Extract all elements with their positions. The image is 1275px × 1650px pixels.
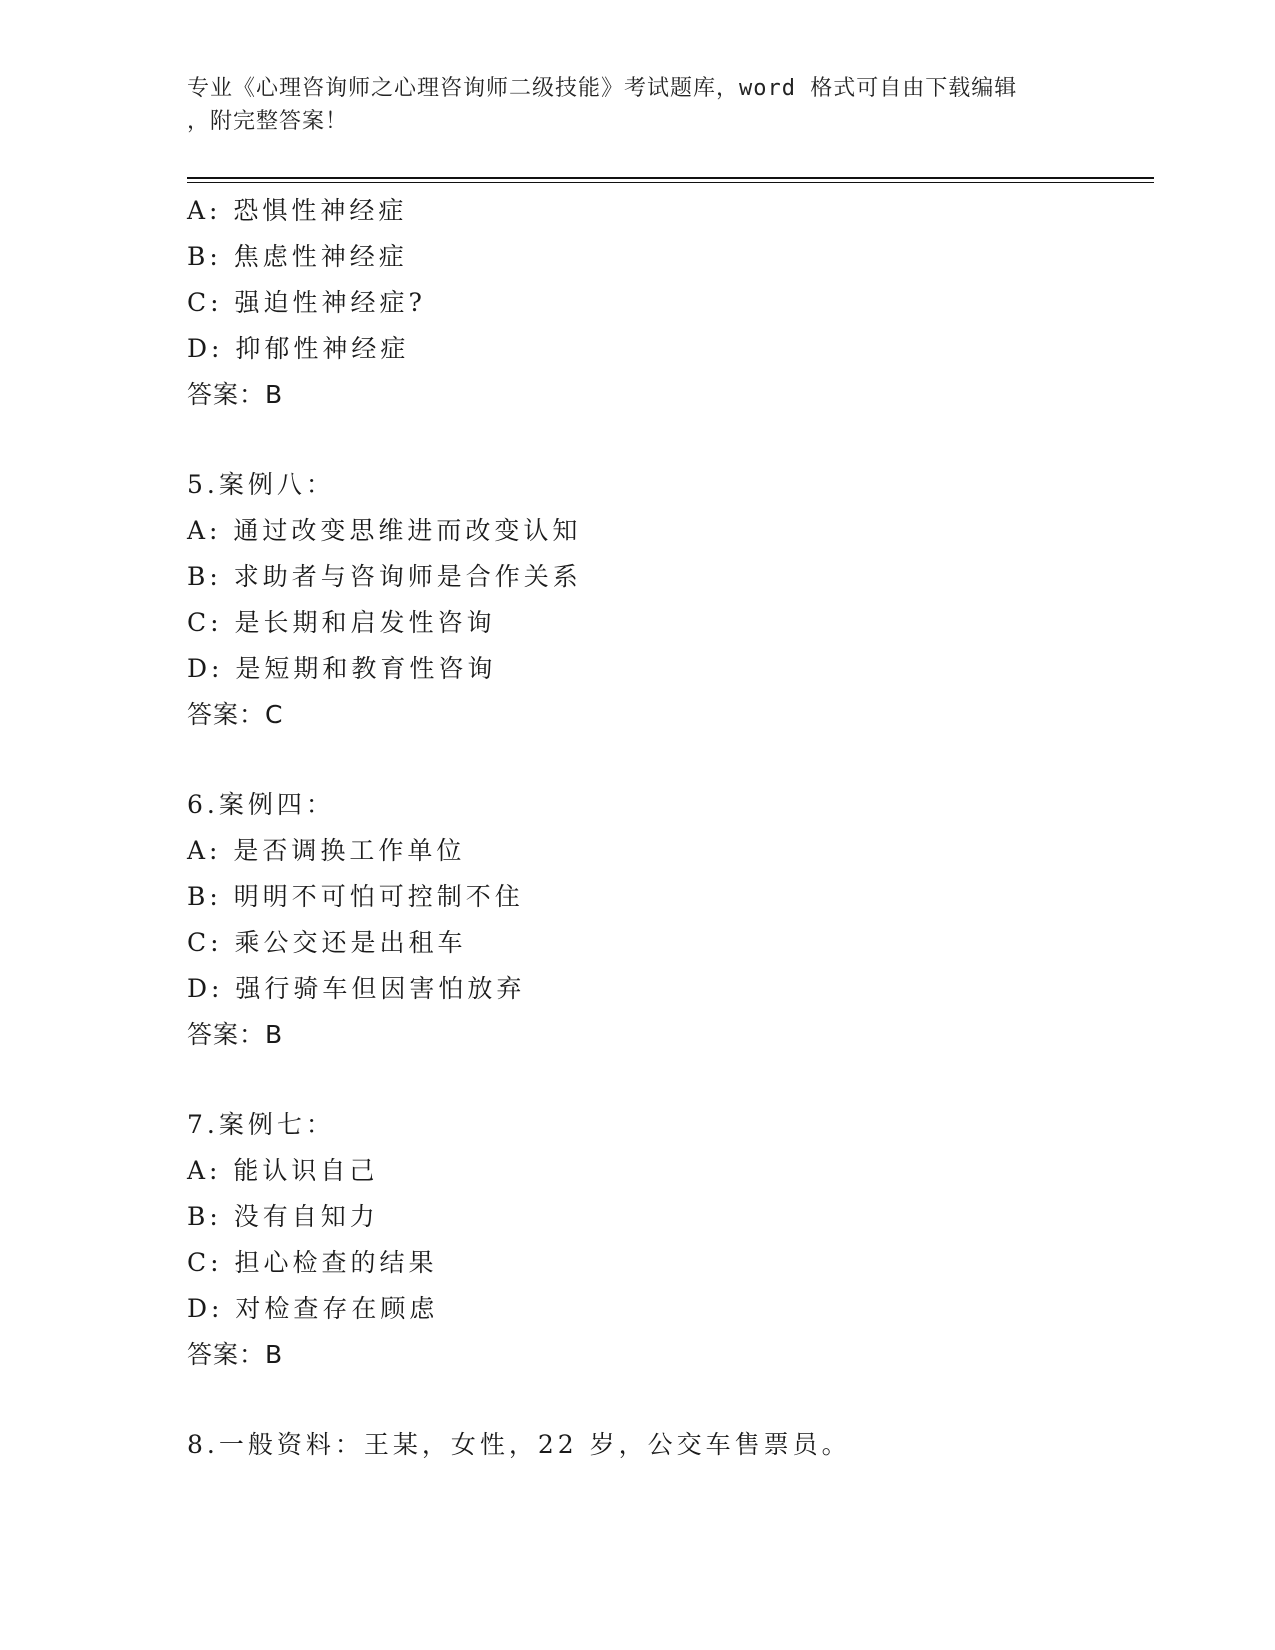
question-4-block	[187, 188, 1147, 418]
question-6-block	[187, 782, 1147, 1058]
question-7-option-b: B: 没有自知力	[187, 1202, 379, 1231]
question-4-answer: 答案：B	[187, 380, 284, 409]
question-8-title: 8.一般资料：王某，女性，22 岁，公交车售票员。	[187, 1430, 851, 1459]
spacer	[187, 738, 1147, 782]
question-5-block	[187, 462, 1147, 738]
question-6-option-b: B: 明明不可怕可控制不住	[187, 882, 524, 911]
question-7-option-c: C: 担心检查的结果	[187, 1248, 438, 1277]
question-5-answer: 答案：C	[187, 700, 284, 729]
question-4-option-b: B: 焦虑性神经症	[187, 242, 408, 271]
question-6-option-d: D: 强行骑车但因害怕放弃	[187, 974, 526, 1003]
question-5-option-c: C: 是长期和启发性咨询	[187, 608, 496, 637]
question-5-title: 5.案例八：	[187, 470, 335, 499]
question-4-option-a: A: 恐惧性神经症	[187, 196, 408, 225]
question-5-option-d: D: 是短期和教育性咨询	[187, 654, 497, 683]
question-5-option-b: B: 求助者与咨询师是合作关系	[187, 562, 582, 591]
question-6-option-c: C: 乘公交还是出租车	[187, 928, 467, 957]
question-5-option-a: A: 通过改变思维进而改变认知	[187, 516, 582, 545]
question-7-option-d: D: 对检查存在顾虑	[187, 1294, 439, 1323]
question-6-answer: 答案：B	[187, 1020, 284, 1049]
question-7-option-a: A: 能认识自己	[187, 1156, 379, 1185]
document-header	[187, 72, 1087, 138]
header-rule-thick	[187, 177, 1154, 179]
question-8-block	[187, 1422, 1147, 1468]
question-4-option-c: C: 强迫性神经症?	[187, 288, 426, 317]
question-6-option-a: A: 是否调换工作单位	[187, 836, 466, 865]
question-7-answer: 答案：B	[187, 1340, 284, 1369]
question-list	[187, 188, 1147, 1468]
spacer	[187, 1378, 1147, 1422]
question-6-title: 6.案例四：	[187, 790, 335, 819]
header-line-1: 专业《心理咨询师之心理咨询师二级技能》考试题库，word 格式可自由下载编辑	[187, 76, 1018, 101]
header-rule-thin	[187, 182, 1154, 183]
question-7-block	[187, 1102, 1147, 1378]
header-line-2: ，附完整答案！	[187, 109, 349, 134]
spacer	[187, 418, 1147, 462]
question-4-option-d: D: 抑郁性神经症	[187, 334, 410, 363]
question-7-title: 7.案例七：	[187, 1110, 335, 1139]
spacer	[187, 1058, 1147, 1102]
